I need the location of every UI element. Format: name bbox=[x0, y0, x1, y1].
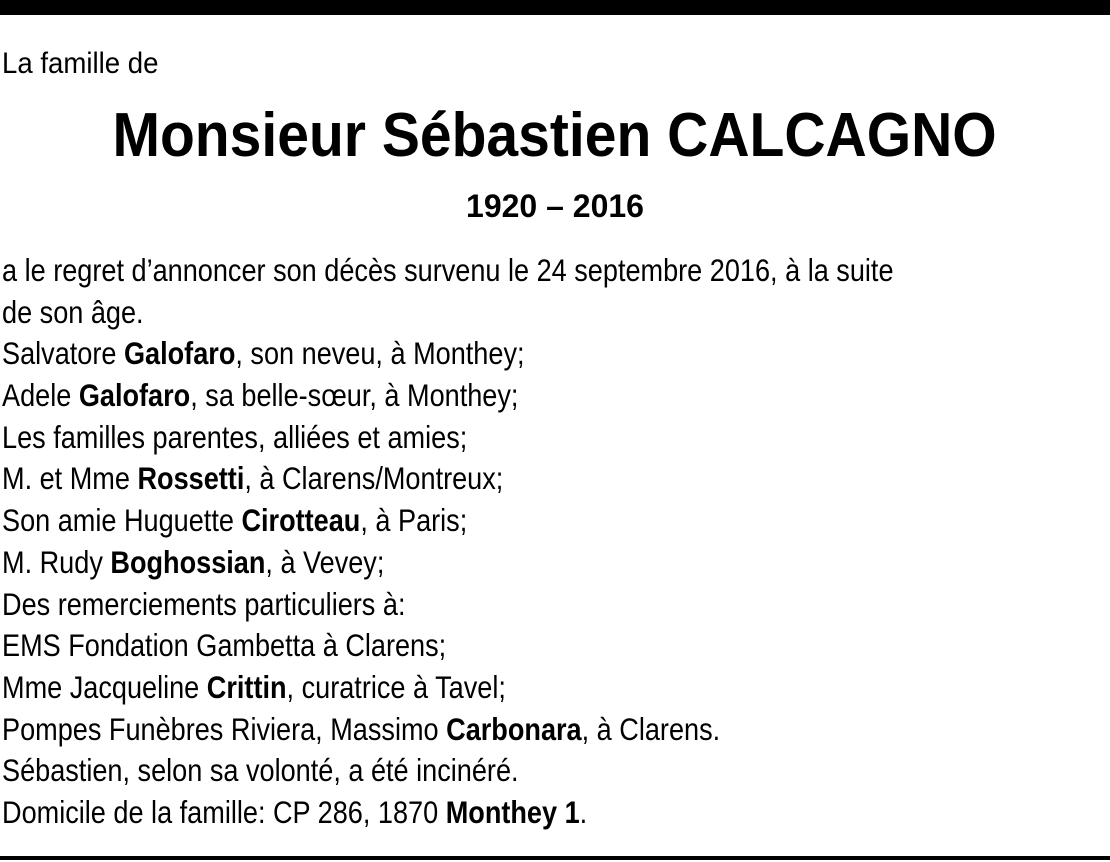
top-rule bbox=[0, 0, 1110, 15]
body-line: Son amie Huguette Cirotteau, à Paris; bbox=[2, 502, 468, 539]
family-name: Crittin bbox=[206, 668, 287, 705]
family-name: Carbonara bbox=[446, 710, 582, 747]
family-name: Galofaro bbox=[123, 335, 236, 372]
bottom-rule bbox=[0, 856, 1110, 860]
body-line: M. Rudy Boghossian, à Vevey; bbox=[2, 543, 385, 580]
life-years: 1920 – 2016 bbox=[466, 188, 644, 224]
family-name: Boghossian bbox=[110, 543, 266, 580]
body-line: EMS Fondation Gambetta à Clarens; bbox=[2, 627, 447, 664]
intro-text: La famille de bbox=[2, 47, 159, 80]
body-line: Adele Galofaro, sa belle-sœur, à Monthey; bbox=[2, 377, 519, 414]
body-line: de son âge. bbox=[2, 293, 144, 330]
deceased-name-text: Monsieur Sébastien CALCAGNO bbox=[112, 101, 998, 170]
body-line: Sébastien, selon sa volonté, a été incinéré. bbox=[2, 752, 519, 789]
deceased-name bbox=[0, 96, 1110, 176]
body-line: Des remerciements particuliers à: bbox=[2, 585, 406, 622]
body-line: Pompes Funèbres Riviera, Massimo Carbonara, à Clarens. bbox=[2, 710, 721, 747]
body-line: Mme Jacqueline Crittin, curatrice à Tavel; bbox=[2, 668, 506, 705]
body-line: Les familles parentes, alliées et amies; bbox=[2, 418, 468, 455]
family-name: Rossetti bbox=[137, 460, 245, 497]
body-line: M. et Mme Rossetti, à Clarens/Montreux; bbox=[2, 460, 504, 497]
body-line: a le regret d’annoncer son décès survenu le 24 septembre 2016, à la suite bbox=[2, 252, 894, 288]
body-line: Domicile de la famille: CP 286, 1870 Monthey 1. bbox=[2, 793, 588, 830]
body-line: Salvatore Galofaro, son neveu, à Monthey; bbox=[2, 335, 525, 372]
family-name: Galofaro bbox=[78, 377, 191, 414]
family-name: Cirotteau bbox=[241, 502, 361, 539]
announcement-body bbox=[2, 250, 1034, 834]
family-address: Monthey 1 bbox=[445, 793, 580, 830]
